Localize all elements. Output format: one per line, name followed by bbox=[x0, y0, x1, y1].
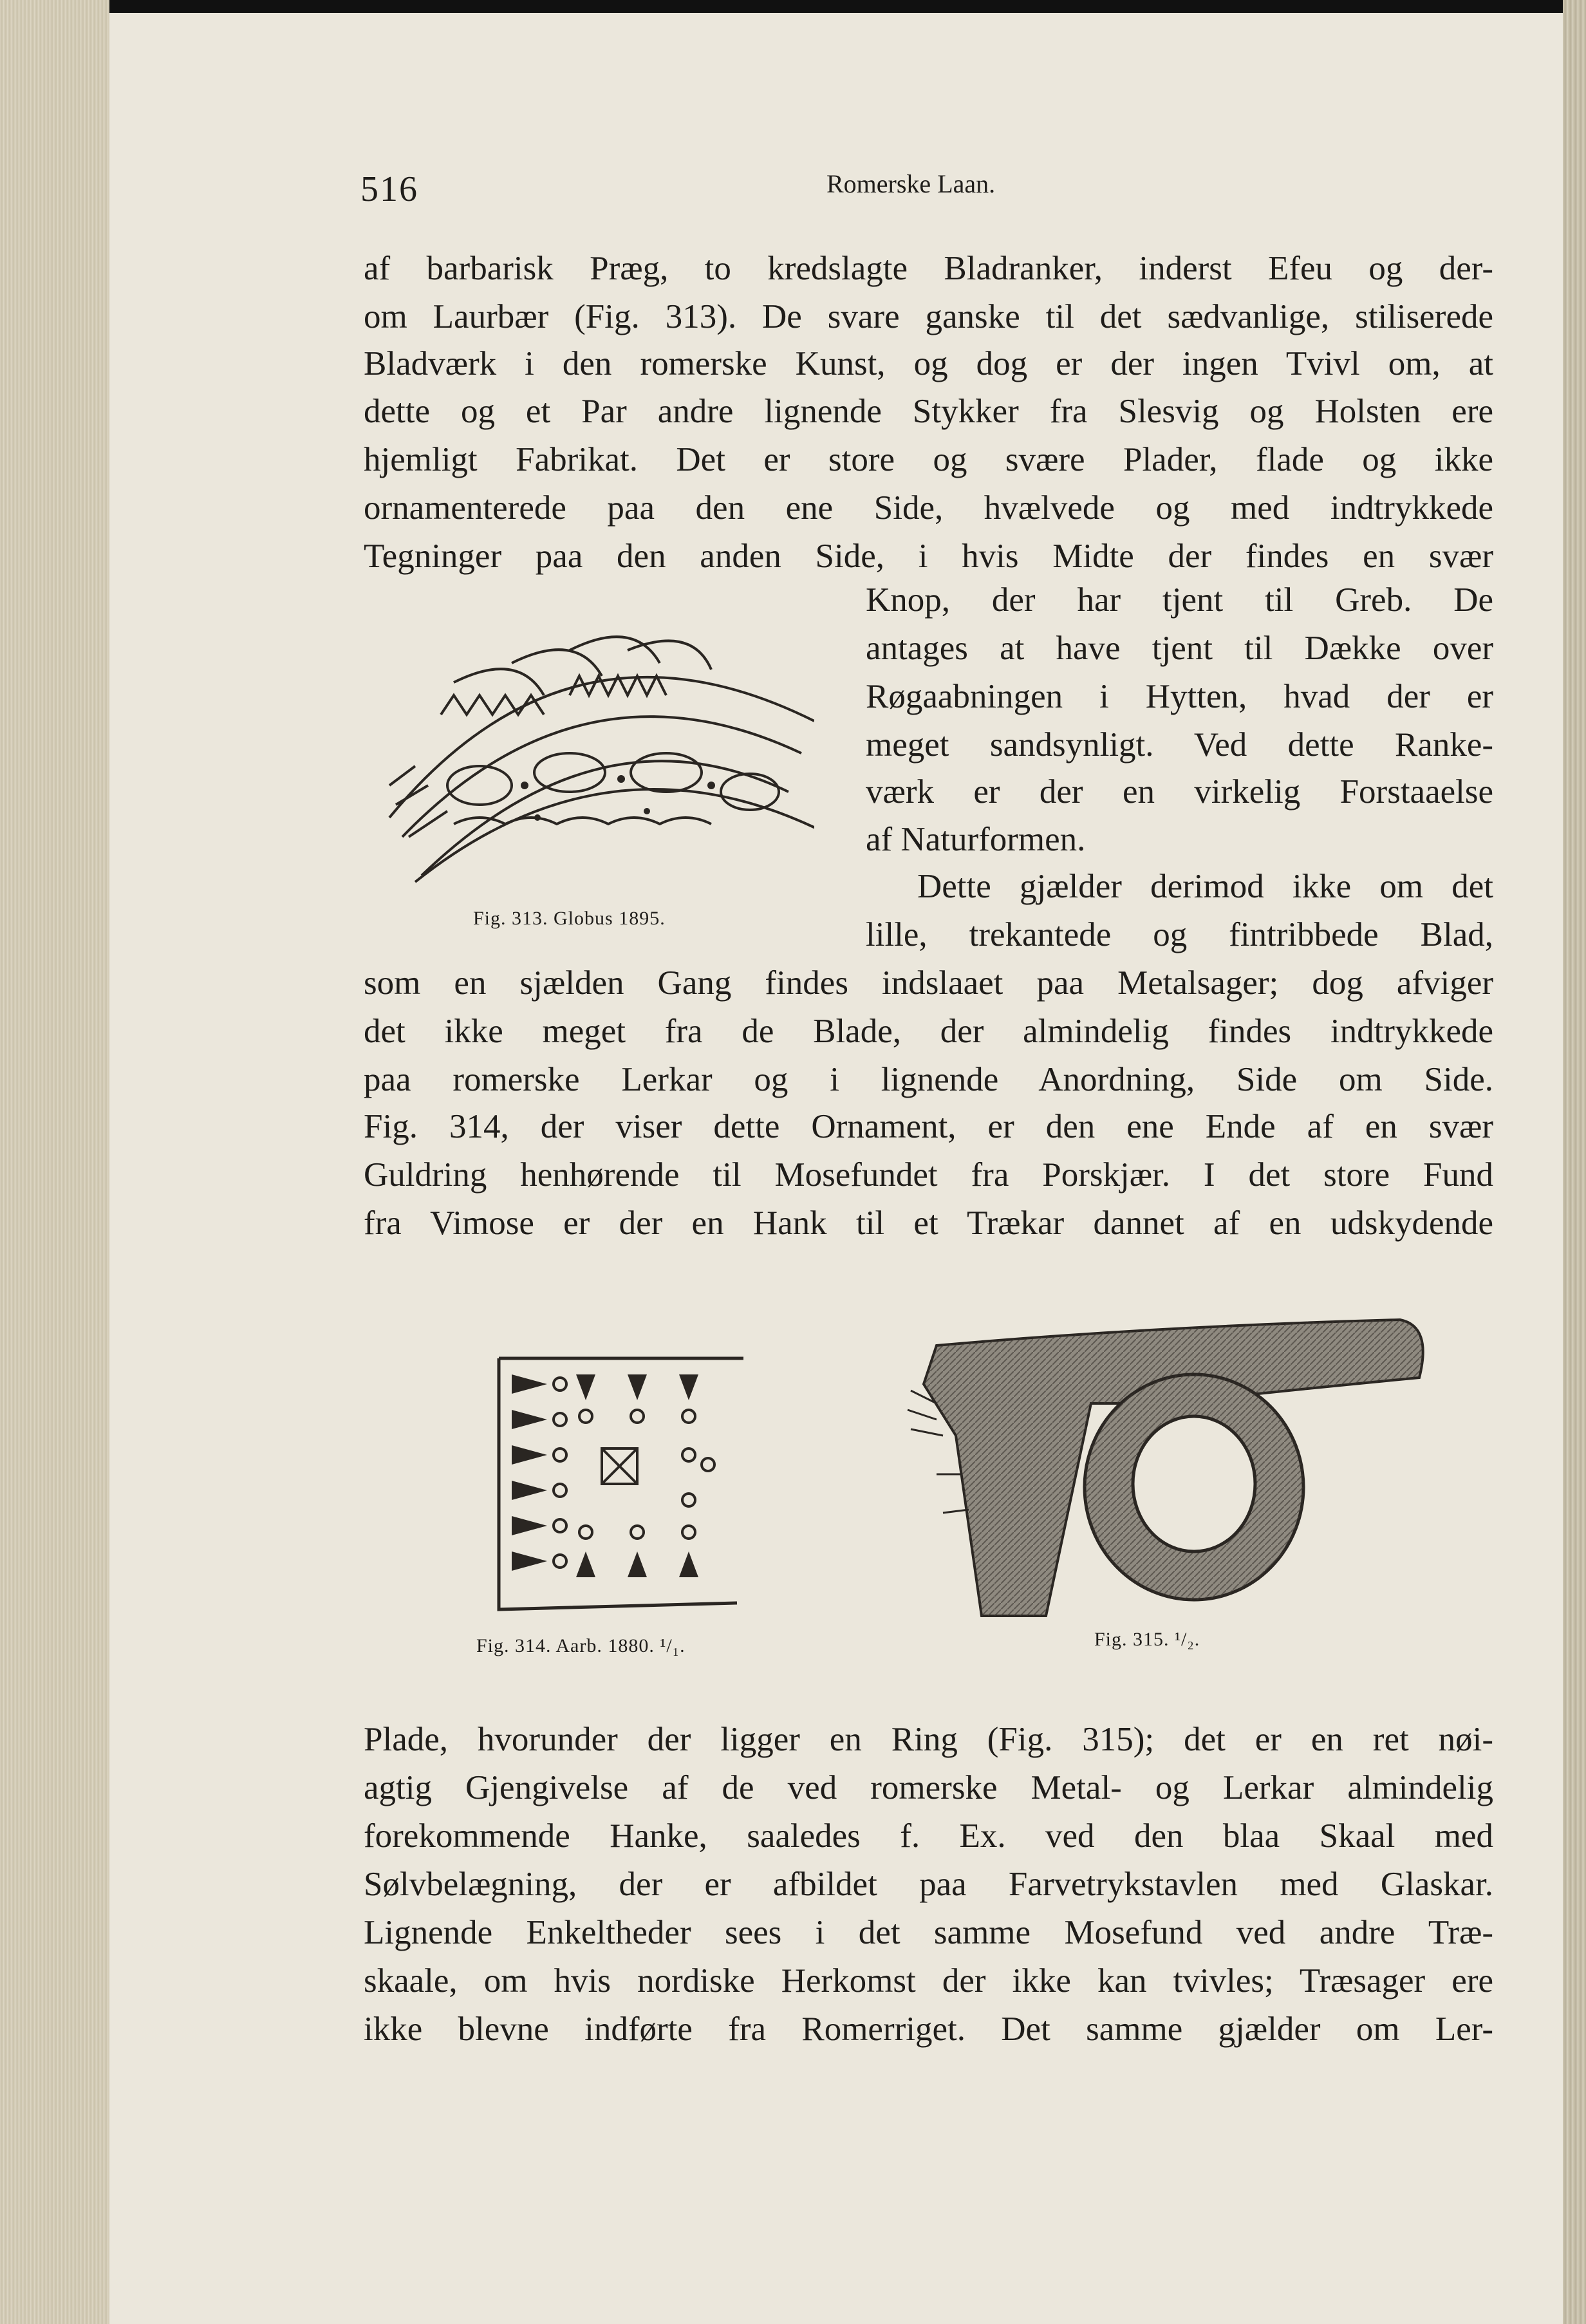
handle-drawing bbox=[898, 1307, 1439, 1622]
text-line: af barbarisk Præg, to kredslagte Bladranker, inderst Efeu og der- bbox=[364, 250, 1493, 287]
text-line: Plade, hvorunder der ligger en Ring (Fig. 315); det er en ret nøi- bbox=[364, 1721, 1493, 1758]
scan-border bbox=[0, 0, 1586, 13]
text-line: dette og et Par andre lignende Stykker fra Slesvig og Holsten ere bbox=[364, 393, 1493, 430]
text-line: fra Vimose er der en Hank til et Trækar dannet af en udskydende bbox=[364, 1204, 1493, 1242]
text-line: Lignende Enkeltheder sees i det samme Mosefund ved andre Træ- bbox=[364, 1914, 1493, 1951]
text-line: agtig Gjengivelse af de ved romerske Metal- og Lerkar almindelig bbox=[364, 1769, 1493, 1806]
text-line: Guldring henhørende til Mosefundet fra Porskjær. I det store Fund bbox=[364, 1156, 1493, 1194]
page-stack-right bbox=[1563, 0, 1586, 2324]
page-stack-left bbox=[0, 0, 109, 2324]
text-line: det ikke meget fra de Blade, der almindelig findes indtrykkede bbox=[364, 1013, 1493, 1050]
text-line: Fig. 314, der viser dette Ornament, er den ene Ende af en svær bbox=[364, 1108, 1493, 1145]
text-line: Dette gjælder derimod ikke om det bbox=[917, 868, 1493, 905]
page-number: 516 bbox=[360, 169, 418, 209]
text-line: meget sandsynligt. Ved dette Ranke- bbox=[866, 726, 1493, 764]
ornament-drawing bbox=[492, 1345, 750, 1616]
text-line: antages at have tjent til Dække over bbox=[866, 630, 1493, 667]
text-line: Røgaabningen i Hytten, hvad der er bbox=[866, 678, 1493, 715]
text-line: ikke blevne indførte fra Romerriget. Det samme gjælder om Ler- bbox=[364, 2010, 1493, 2048]
text-line: af Naturformen. bbox=[866, 821, 1086, 858]
text-line: Sølvbelægning, der er afbildet paa Farvetrykstavlen med Glaskar. bbox=[364, 1866, 1493, 1903]
caption-fig-314: Fig. 314. Aarb. 1880. ¹/₁. bbox=[476, 1635, 686, 1656]
figure-313-leaf-garland bbox=[377, 624, 814, 895]
figure-314-ring-ornament bbox=[492, 1345, 750, 1616]
text-line: lille, trekantede og fintribbede Blad, bbox=[866, 916, 1493, 953]
caption-fig-315: Fig. 315. ¹/₂. bbox=[1094, 1629, 1200, 1650]
text-line: værk er der en virkelig Forstaaelse bbox=[866, 773, 1493, 811]
text-line: Knop, der har tjent til Greb. De bbox=[866, 581, 1493, 619]
figure-315-handle-with-ring bbox=[898, 1307, 1439, 1622]
text-line: Bladværk i den romerske Kunst, og dog er der ingen Tvivl om, at bbox=[364, 345, 1493, 382]
text-line: forekommende Hanke, saaledes f. Ex. ved den blaa Skaal med bbox=[364, 1817, 1493, 1855]
text-line: ornamenterede paa den ene Side, hvælvede og med indtrykkede bbox=[364, 489, 1493, 527]
text-line: som en sjælden Gang findes indslaaet paa Metalsager; dog afviger bbox=[364, 964, 1493, 1002]
text-line: paa romerske Lerkar og i lignende Anordning, Side om Side. bbox=[364, 1061, 1493, 1098]
caption-fig-313: Fig. 313. Globus 1895. bbox=[473, 908, 666, 929]
text-line: hjemligt Fabrikat. Det er store og svære Plader, flade og ikke bbox=[364, 441, 1493, 478]
text-line: skaale, om hvis nordiske Herkomst der ikke kan tvivles; Træsager ere bbox=[364, 1962, 1493, 2000]
page-header bbox=[360, 161, 1493, 212]
text-line: Tegninger paa den anden Side, i hvis Midte der findes en svær bbox=[364, 538, 1493, 575]
running-head: Romerske Laan. bbox=[826, 169, 996, 198]
garland-drawing bbox=[377, 624, 814, 895]
text-line: om Laurbær (Fig. 313). De svare ganske til det sædvanlige, stiliserede bbox=[364, 298, 1493, 335]
